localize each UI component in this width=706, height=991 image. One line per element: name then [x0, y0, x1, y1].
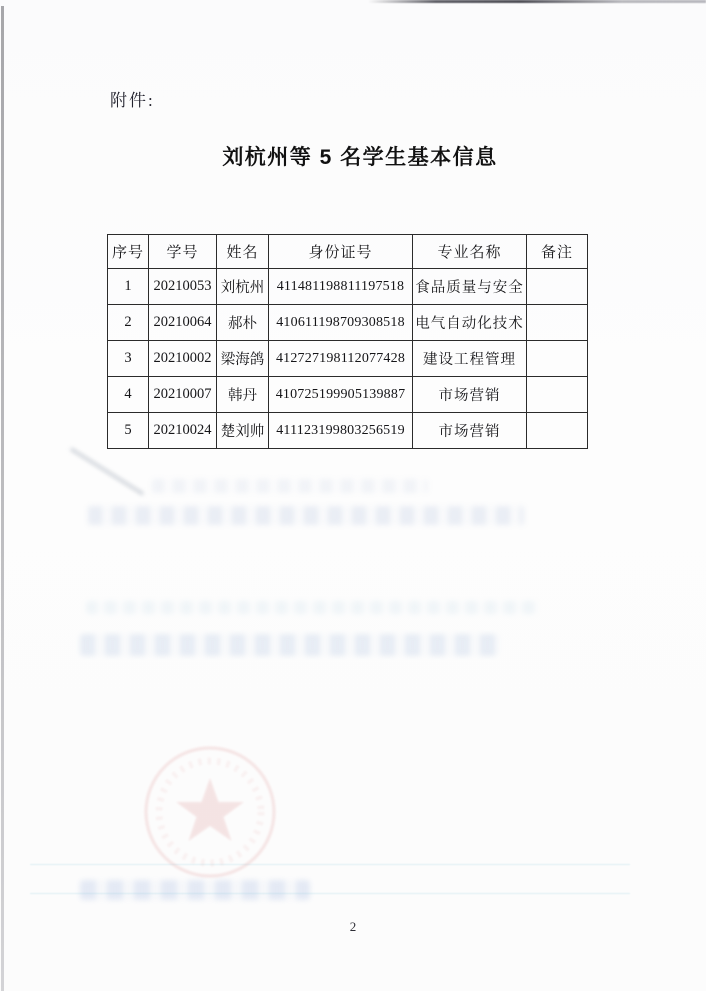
- header-major: 专业名称: [413, 235, 527, 269]
- page-number: 2: [349, 919, 357, 934]
- cell-index: 1: [108, 269, 149, 305]
- cell-student-id: 20210064: [149, 305, 217, 341]
- cell-index: 4: [108, 377, 149, 413]
- seal-star-icon: [176, 778, 244, 841]
- cell-student-id: 20210053: [149, 269, 217, 305]
- header-student-id: 学号: [149, 235, 217, 269]
- table-row: [108, 269, 588, 305]
- table-row: [108, 341, 588, 377]
- scanline: [30, 864, 630, 865]
- cell-id-number: 410611198709308518: [269, 305, 413, 341]
- cell-major: 电气自动化技术: [413, 305, 527, 341]
- attachment-label: 附件:: [110, 91, 155, 110]
- bleedthrough-text-band: [80, 880, 310, 900]
- cell-name: 郝朴: [217, 305, 269, 341]
- cell-major: 市场营销: [413, 377, 527, 413]
- cell-name: 刘杭州: [217, 269, 269, 305]
- page-title: 刘杭州等 5 名学生基本信息: [222, 146, 498, 169]
- official-seal-watermark: [140, 740, 280, 884]
- cell-index: 3: [108, 341, 149, 377]
- table-header-row: [108, 235, 588, 269]
- bleedthrough-text-band: [152, 479, 428, 493]
- header-remarks: 备注: [527, 235, 588, 269]
- header-name: 姓名: [217, 235, 269, 269]
- cell-remarks: [527, 269, 588, 305]
- cell-remarks: [527, 305, 588, 341]
- cell-remarks: [527, 377, 588, 413]
- cell-remarks: [527, 413, 588, 449]
- cell-index: 5: [108, 413, 149, 449]
- cell-name: 楚刘帅: [217, 413, 269, 449]
- cell-id-number: 411481198811197518: [269, 269, 413, 305]
- cell-student-id: 20210007: [149, 377, 217, 413]
- bleedthrough-diagonal-streak: [70, 447, 145, 495]
- cell-student-id: 20210002: [149, 341, 217, 377]
- header-id-number: 身份证号: [269, 235, 413, 269]
- cell-id-number: 412727198112077428: [269, 341, 413, 377]
- table-row: [108, 413, 588, 449]
- cell-major: 建设工程管理: [413, 341, 527, 377]
- cell-remarks: [527, 341, 588, 377]
- seal-graphic: [140, 740, 280, 884]
- cell-id-number: 410725199905139887: [269, 377, 413, 413]
- students-table: [107, 234, 588, 449]
- scanline: [30, 893, 630, 894]
- table-row: [108, 377, 588, 413]
- bleedthrough-text-band: [86, 601, 538, 614]
- cell-student-id: 20210024: [149, 413, 217, 449]
- cell-name: 韩丹: [217, 377, 269, 413]
- cell-index: 2: [108, 305, 149, 341]
- bleedthrough-text-band: [80, 634, 500, 656]
- cell-major: 市场营销: [413, 413, 527, 449]
- cell-major: 食品质量与安全: [413, 269, 527, 305]
- bleedthrough-text-band: [88, 506, 524, 525]
- table-row: [108, 305, 588, 341]
- header-index: 序号: [108, 235, 149, 269]
- cell-id-number: 411123199803256519: [269, 413, 413, 449]
- scan-top-smudge: [368, 0, 706, 3]
- cell-name: 梁海鸽: [217, 341, 269, 377]
